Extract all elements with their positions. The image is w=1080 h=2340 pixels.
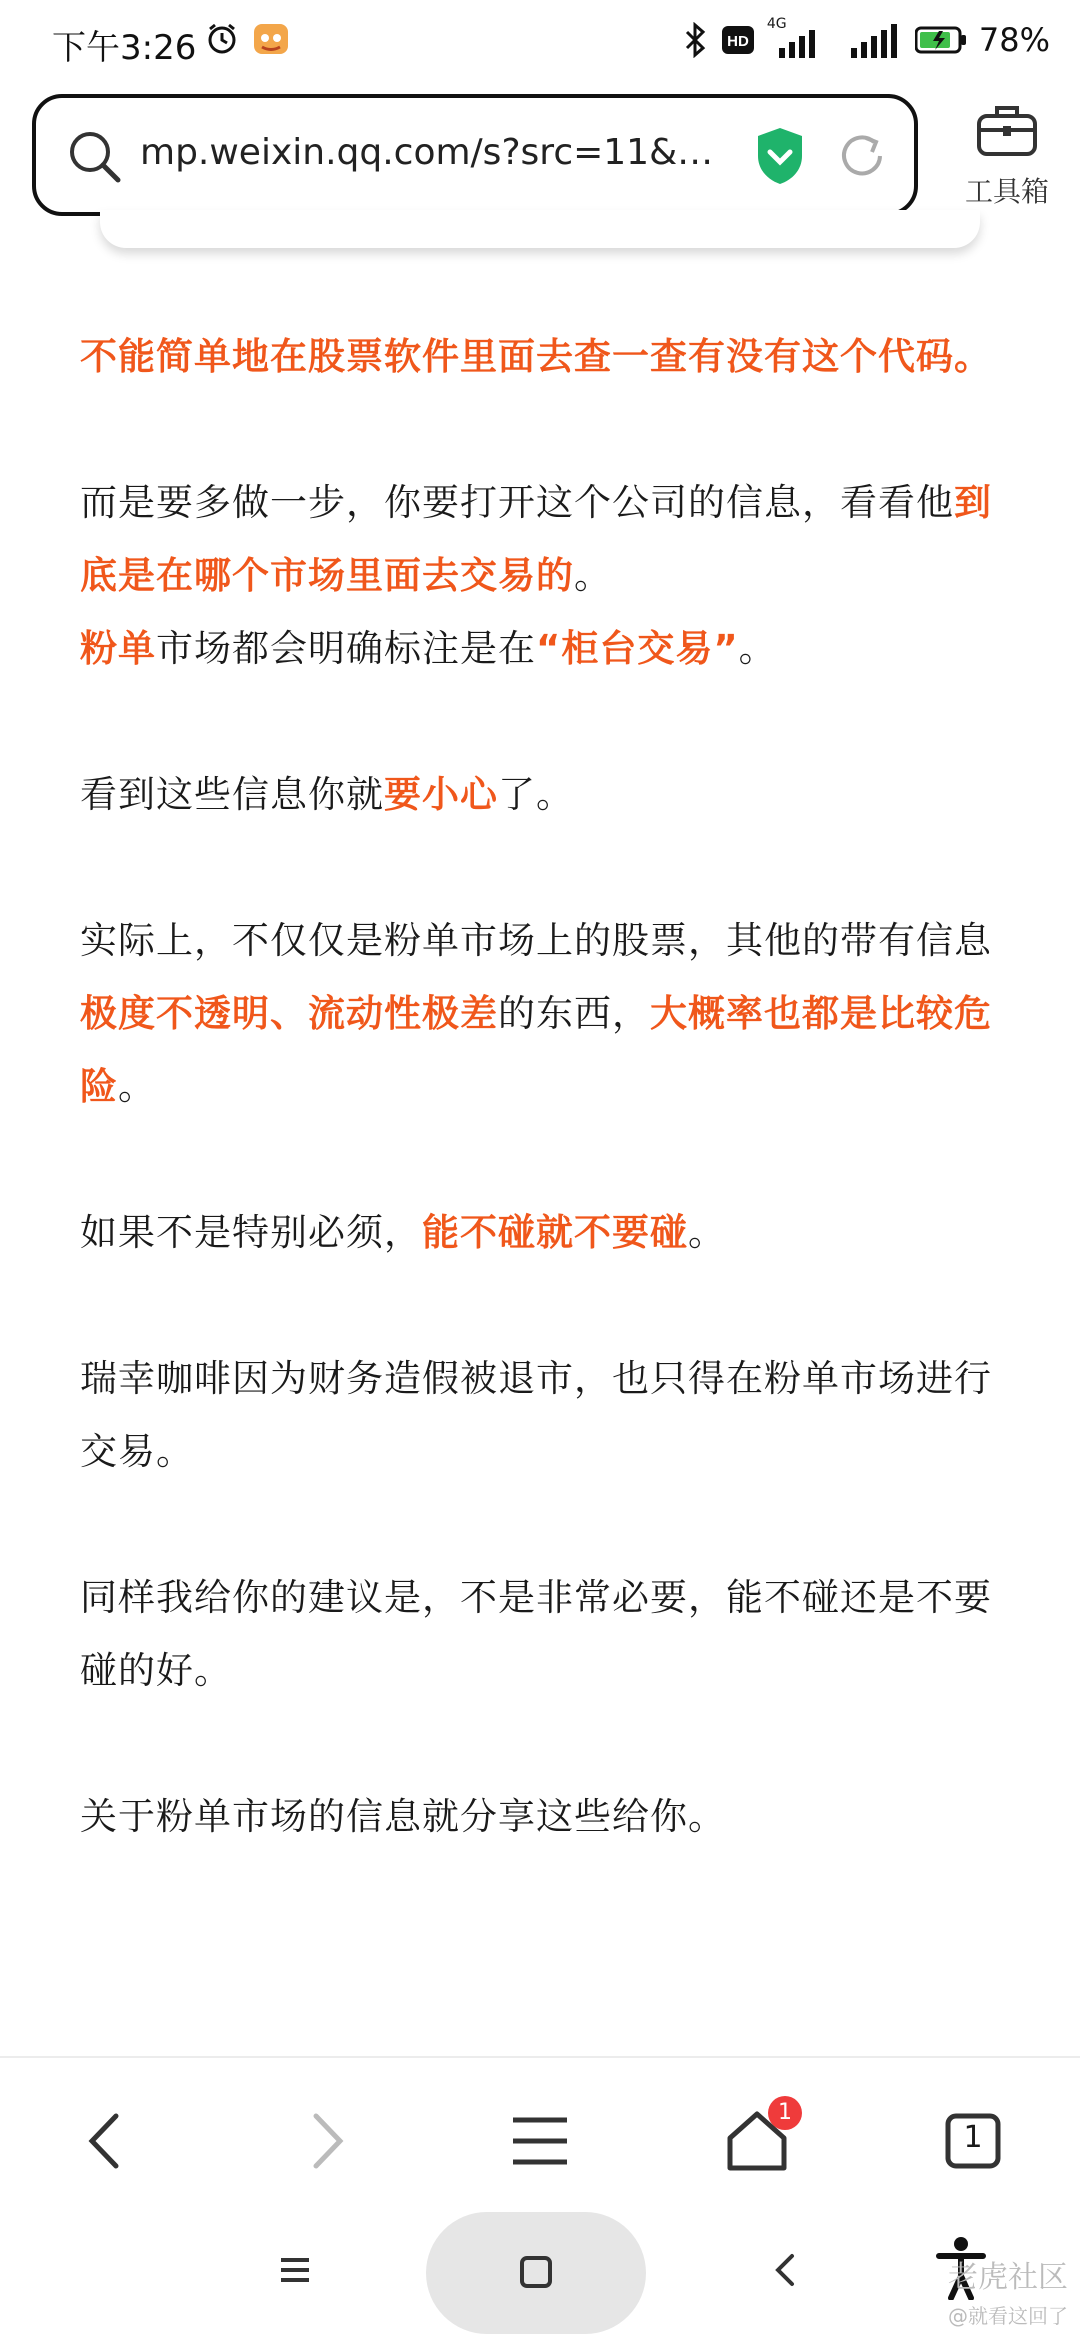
paragraph-7 [80,1342,1000,1488]
tab-count: 1 [963,2120,983,2155]
paragraph-9 [80,1780,1000,1853]
security-shield-icon[interactable] [754,126,806,186]
alarm-clock-icon [205,22,239,56]
network-type: 4G [766,16,787,32]
home-button[interactable] [722,2100,792,2176]
signal-bars-icon-2 [849,20,903,60]
battery-charging-icon [915,25,967,55]
hd-icon [721,25,755,55]
text-run: 市场都会明确标注是在 [156,627,536,670]
text-run: 实际上，不仅仅是粉单市场上的股票，其他的带有信息 [80,919,992,962]
system-back-icon[interactable] [766,2250,806,2290]
app-notification-icon [252,20,290,58]
cellular-signal-1 [766,16,837,60]
back-icon[interactable] [72,2106,142,2176]
paragraph-5 [80,904,1000,1123]
search-icon [66,128,122,184]
text-run: 。 [738,627,777,670]
text-run: 同样我给你的建议是，不是非常必要，能不碰还是不要碰的好。 [80,1576,992,1692]
paragraph-4 [80,758,1000,831]
url-text[interactable]: mp.weixin.qq.com/s?src=11&… [140,132,714,173]
paragraph-1 [80,320,1000,393]
system-home-icon [516,2252,556,2292]
text-run: 看到这些信息你就 [80,773,384,816]
status-bar [0,0,1080,86]
text-run: 。 [688,1211,726,1254]
highlighted-text: 能不碰就不要碰 [422,1211,688,1254]
tabs-button[interactable] [938,2106,1008,2176]
bluetooth-icon [681,22,709,58]
status-time: 下午3:26 [52,28,197,68]
highlighted-text: 不能简单地在股票软件里面去查一查有没有这个代码。 [80,335,992,378]
toolbox-label: 工具箱 [964,175,1049,208]
text-run: 。 [574,554,612,597]
highlighted-text: 粉单 [80,627,156,670]
paragraph-8 [80,1561,1000,1707]
highlighted-text: 极度不透明、流动性极差 [80,992,498,1035]
toolbox-button[interactable] [952,100,1062,215]
address-bar[interactable] [32,94,918,216]
paragraph-6 [80,1196,1000,1269]
home-badge: 1 [768,2096,802,2130]
text-run: 。 [118,1065,156,1108]
text-run: 了。 [498,773,574,816]
status-right [681,18,1050,62]
watermark-text: 老虎社区 [948,2260,1068,2295]
highlighted-text: 到底是在哪个市场里面去交易的 [80,481,992,597]
forward-icon[interactable] [290,2106,360,2176]
svg-text:HD: HD [727,33,749,50]
highlighted-text: 要小心 [384,773,498,816]
browser-bottom-bar [0,2056,1080,2208]
highlighted-text: 大概率也都是比较危险 [80,992,992,1108]
menu-icon[interactable] [505,2106,575,2176]
paragraph-2 [80,466,1000,612]
text-run: 的东西， [498,992,650,1035]
toolbox-icon [975,100,1039,160]
chart-card-bottom-edge [100,210,980,248]
text-run: 而是要多做一步，你要打开这个公司的信息，看看他 [80,481,954,524]
text-run: 如果不是特别必须， [80,1211,422,1254]
battery-percent: 78% [978,21,1050,59]
text-run: 瑞幸咖啡因为财务造假被退市，也只得在粉单市场进行交易。 [80,1357,992,1473]
highlighted-text: “柜台交易” [536,627,739,670]
reload-icon[interactable] [836,130,888,182]
watermark-handle: @就看这回了 [948,2304,1068,2328]
paragraph-3 [80,612,1000,685]
text-run: 关于粉单市场的信息就分享这些给你。 [80,1795,726,1838]
recents-icon[interactable] [275,2250,315,2290]
